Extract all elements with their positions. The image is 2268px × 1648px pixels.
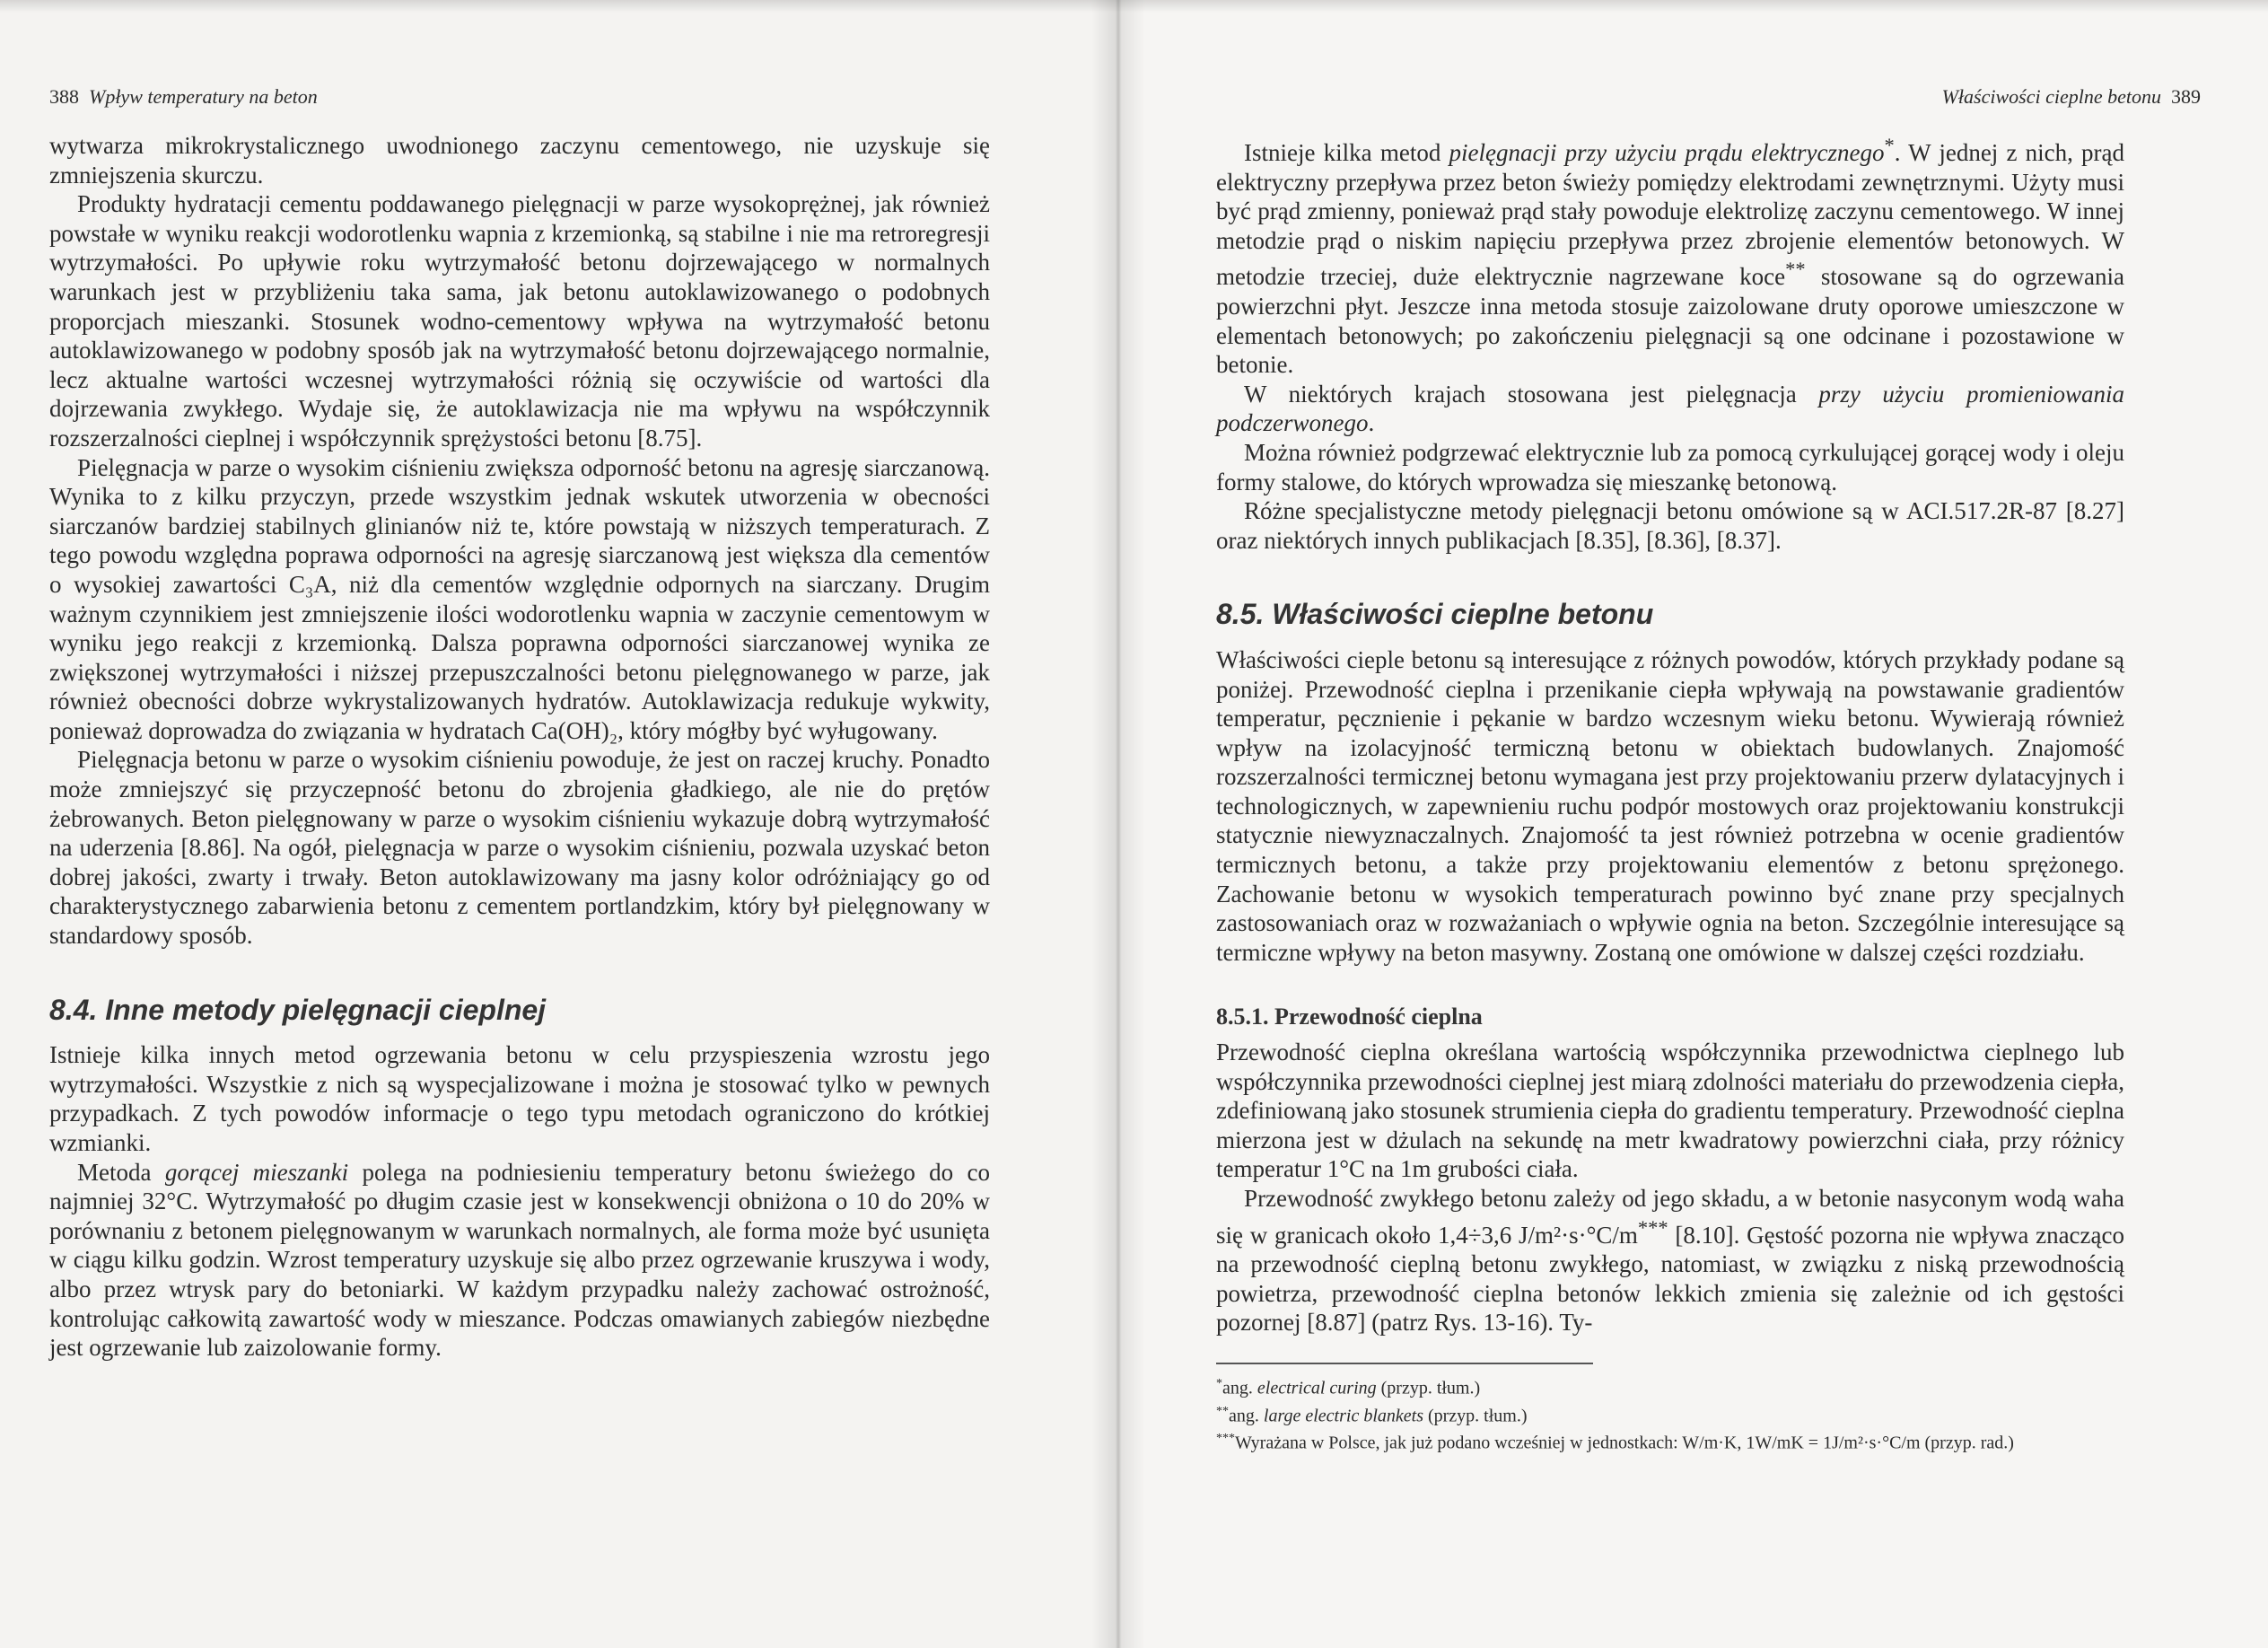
section-heading-8-4: 8.4. Inne metody pielęgnacji cieplnej — [49, 993, 547, 1026]
paragraph: Właściwości cieple betonu są interesujące z różnych powodów, których przykłady podane są poniżej. Przewodność cieplna i przenikanie ciepła wpływają na powstawanie gradientów temperatur, pęcznienie i pękanie w bardzo wczesnym wieku betonu. Wywierają również wpływ na izolacyjność termiczną betonu w obiektach budowlanych. Znajomość rozszerzalności termicznej betonu wymagana jest przy projektowaniu przerw dylatacyjnych i technologicznych, w zapewnieniu ruchu podpór mostowych oraz projektowaniu konstrukcji statycznie niewyznaczalnych. Znajomość ta jest również potrzebna w ocenie gradientów termicznych betonu, a także przy projektowaniu elementów z betonu sprężonego. Zachowanie betonu w wysokich temperaturach powinno być znane przy specjalnych zastosowaniach oraz w rozważaniach o wpływie ognia na beton. Szczególnie interesujące są termiczne wpływy na beton masywny. Zostaną one omówione w dalszej części rozdziału. — [1216, 645, 2124, 966]
footnote-mark: ** — [1785, 258, 1806, 281]
paragraph: Przewodność cieplna określana wartością współczynnika przewodnictwa cieplnego lub współczynnika przewodności cieplnej jest miarą zdolności materiału do przewodzenia ciepła, zdefiniowaną jako stosunek strumienia ciepła do gradientu temperatury. Przewodność cieplna mierzona jest w dżulach na sekundę na metr kwadratowy powierzchni ciała, przy różnicy temperatur 1°C na 1m grubości ciała. — [1216, 1039, 2124, 1183]
paragraph: Pielęgnacja betonu w parze o wysokim ciśnieniu powoduje, że jest on raczej kruchy. Ponadto może zmniejszyć się przyczepność betonu do zbrojenia gładkiego, ale nie do prętów żebrowanych. Beton pielęgnowany w parze o wysokim ciśnieniu wykazuje dobrą wytrzymałość na uderzenia [8.86]. Na ogół, pielęgnacja w parze o wysokim ciśnieniu, pozwala uzyskać beton dobrej jakości, zwarty i trwały. Beton autoklawizowany ma jasny kolor odróżniający go od charakterystycznego zabarwienia betonu z cementem portlandzkim, który był pielęgnowany w standardowy sposób. — [49, 746, 990, 950]
text-run: stosowane są do ogrzewania powierzchni płyt. Jeszcze inna metoda stosuje zaizolowane druty oporowe umieszczone w elementach betonowych; po zakończeniu pielęgnacji są one odcinane i pozostawione w betonie. — [1216, 263, 2124, 379]
right-page — [1117, 0, 2268, 1648]
footnote — [1216, 1401, 2124, 1427]
subsection-heading-8-5-1: 8.5.1. Przewodność cieplna — [1216, 1004, 1483, 1030]
emphasis: przy użyciu promieniowania podczerwonego — [1216, 380, 2124, 437]
text-run: Przewodność zwykłego betonu zależy od jego składu, a w betonie nasyconym wodą waha się w granicach około 1,4÷3,6 J/m²·s·°C/m — [1216, 1185, 2124, 1249]
text-run: ang. — [1222, 1378, 1257, 1398]
running-header-left — [49, 85, 318, 109]
text-run: ang. — [1229, 1406, 1264, 1426]
text-run: (przyp. tłum.) — [1423, 1406, 1528, 1426]
footnote-mark: ** — [1216, 1404, 1229, 1418]
paragraph: wytwarza mikrokrystalicznego uwodnionego zaczynu cementowego, nie uzyskuje się zmniejszenia skurczu. — [49, 132, 990, 188]
text-run: W niektórych krajach stosowana jest pielęgnacja — [1244, 380, 1819, 408]
running-title-right: Właściwości cieplne betonu — [1941, 85, 2161, 108]
page-number-left: 388 — [49, 85, 79, 108]
paragraph: Różne specjalistyczne metody pielęgnacji betonu omówione są w ACI.517.2R-87 [8.27] oraz niektórych innych publikacjach [8.35], [8.36], [8.37]. — [1216, 497, 2124, 554]
right-body-text — [1216, 131, 2124, 1456]
text-run: Istnieje kilka metod — [1244, 139, 1449, 166]
paragraph: Pielęgnacja w parze o wysokim ciśnieniu zwiększa odporność betonu na agresję siarczanową. Wynika to z kilku przyczyn, przede wszystkim jednak wskutek utworzenia w obecności siarczanów bardziej stabilnych glinianów niż te, które powstają w niższych temperaturach. Z tego powodu względna poprawa odporności na agresję siarczanową jest większa dla cementów o wysokiej zawartości C₃A, niż dla cementów względnie odpornych na siarczany. Drugim ważnym czynnikiem jest zmniejszenie ilości wodorotlenku wapnia w zaczynie cementowym w wyniku jego reakcji z krzemionką. Dalsza poprawna odporności siarczanowej wynika ze zwiększonej wytrzymałości i niższej przepuszczalności betonu pielęgnowanego w parze, jak również obecności dobrze wykrystalizowanych hydratów. Autoklawizacja redukuje wykwity, ponieważ doprowadza do związania w hydratach Ca(OH)₂, który mógłby być wyługowany. — [49, 453, 990, 744]
page-number-right: 389 — [2171, 85, 2201, 108]
footnote-mark: *** — [1637, 1215, 1668, 1239]
emphasis: gorącej mieszanki — [164, 1158, 349, 1186]
paragraph — [1216, 131, 2124, 380]
left-page — [0, 0, 1117, 1648]
paragraph — [1216, 380, 2124, 438]
section-heading-8-5: 8.5. Właściwości cieplne betonu — [1216, 598, 1654, 631]
footnotes — [1216, 1373, 2124, 1454]
text-run: (przyp. tłum.) — [1376, 1378, 1481, 1398]
text-run: . — [1368, 409, 1375, 437]
running-header-right — [1942, 85, 2201, 109]
paragraph: Można również podgrzewać elektrycznie lub za pomocą cyrkulującej gorącej wody i oleju formy stalowe, do których wprowadza się mieszankę betonową. — [1216, 438, 2124, 495]
text-run: [8.10]. Gęstość pozorna nie wpływa znacząco na przewodność cieplną betonu zwykłego, natomiast, w związku z niską przewodnością powietrza, przewodność cieplna betonów lekkich zmienia się zależnie od ich gęstości pozornej [8.87] (patrz Rys. 13-16). Ty- — [1216, 1221, 2124, 1337]
footnote-mark: *** — [1216, 1432, 1235, 1446]
footnote — [1216, 1428, 2124, 1454]
footnote — [1216, 1373, 2124, 1399]
footnote-mark: * — [1216, 1376, 1222, 1390]
paragraph — [1216, 1184, 2124, 1337]
footnote-mark: * — [1884, 134, 1895, 156]
running-title-left: Wpływ temperatury na beton — [89, 85, 318, 108]
paragraph — [49, 1158, 990, 1363]
left-body-text — [49, 131, 990, 1363]
emphasis: large electric blankets — [1263, 1406, 1423, 1426]
text-run: Wyrażana w Polsce, jak już podano wcześniej w jednostkach: W/m·K, 1W/mK = 1J/m²·s·°C/m (przyp. rad.) — [1235, 1433, 2014, 1453]
text-run: . W jednej z nich, prąd elektryczny przepływa przez beton świeży pomiędzy elektrodami zewnętrznymi. Użyty musi być prąd zmienny, ponieważ prąd stały powoduje elektrolizę zaczynu cementowego. W innej metodzie prąd o niskim napięciu przepływa przez zbrojenie elementów betonowych. W metodzie trzeciej, duże elektrycznie nagrzewane koce — [1216, 139, 2124, 291]
text-run: Metoda — [77, 1158, 165, 1186]
emphasis: electrical curing — [1257, 1378, 1377, 1398]
footnote-divider — [1216, 1363, 1593, 1364]
top-edge-shadow — [0, 0, 2268, 13]
paragraph: Produkty hydratacji cementu poddawanego pielęgnacji w parze wysokoprężnej, jak również powstałe w wyniku reakcji wodorotlenku wapnia z krzemionką, są stabilne i nie ma retroregresji wytrzymałości. Po upływie roku wytrzymałość betonu dojrzewającego w normalnych warunkach jest w przybliżeniu taka sama, jak betonu autoklawizowanego o podobnych proporcjach mieszanki. Stosunek wodno-cementowy wpływa na wytrzymałość betonu autoklawizowanego w podobny sposób jak na wytrzymałość betonu dojrzewającego normalnie, lecz aktualne wartości wczesnej wytrzymałości różnią się oczywiście od wartości dla dojrzewania zwykłego. Wydaje się, że autoklawizacja nie ma wpływu na współczynnik rozszerzalności cieplnej i współczynnik sprężystości betonu [8.75]. — [49, 190, 990, 451]
paragraph: Istnieje kilka innych metod ogrzewania betonu w celu przyspieszenia wzrostu jego wytrzymałości. Wszystkie z nich są wyspecjalizowane i można je stosować tylko w pewnych przypadkach. Z tych powodów informacje o tego typu metodach ograniczono do krótkiej wzmianki. — [49, 1041, 990, 1156]
text-run: polega na podniesieniu temperatury betonu świeżego do co najmniej 32°C. Wytrzymałość po długim czasie jest w konsekwencji obniżona o 10 do 20% w porównaniu z betonem pielęgnowanym w warunkach normalnych, ale forma może być usunięta w ciągu kilku godzin. Wzrost temperatury uzyskuje się albo przez ogrzewanie kruszywa i wody, albo przez wtrysk pary do betoniarki. W każdym przypadku należy zachować ostrożność, kontrolując całkowitą zawartość wody w mieszance. Podczas omawianych zabiegów niezbędne jest ogrzewanie lub zaizolowanie formy. — [49, 1158, 990, 1362]
book-gutter-shadow — [1091, 0, 1145, 1648]
emphasis: pielęgnacji przy użyciu prądu elektrycznego — [1449, 139, 1885, 166]
